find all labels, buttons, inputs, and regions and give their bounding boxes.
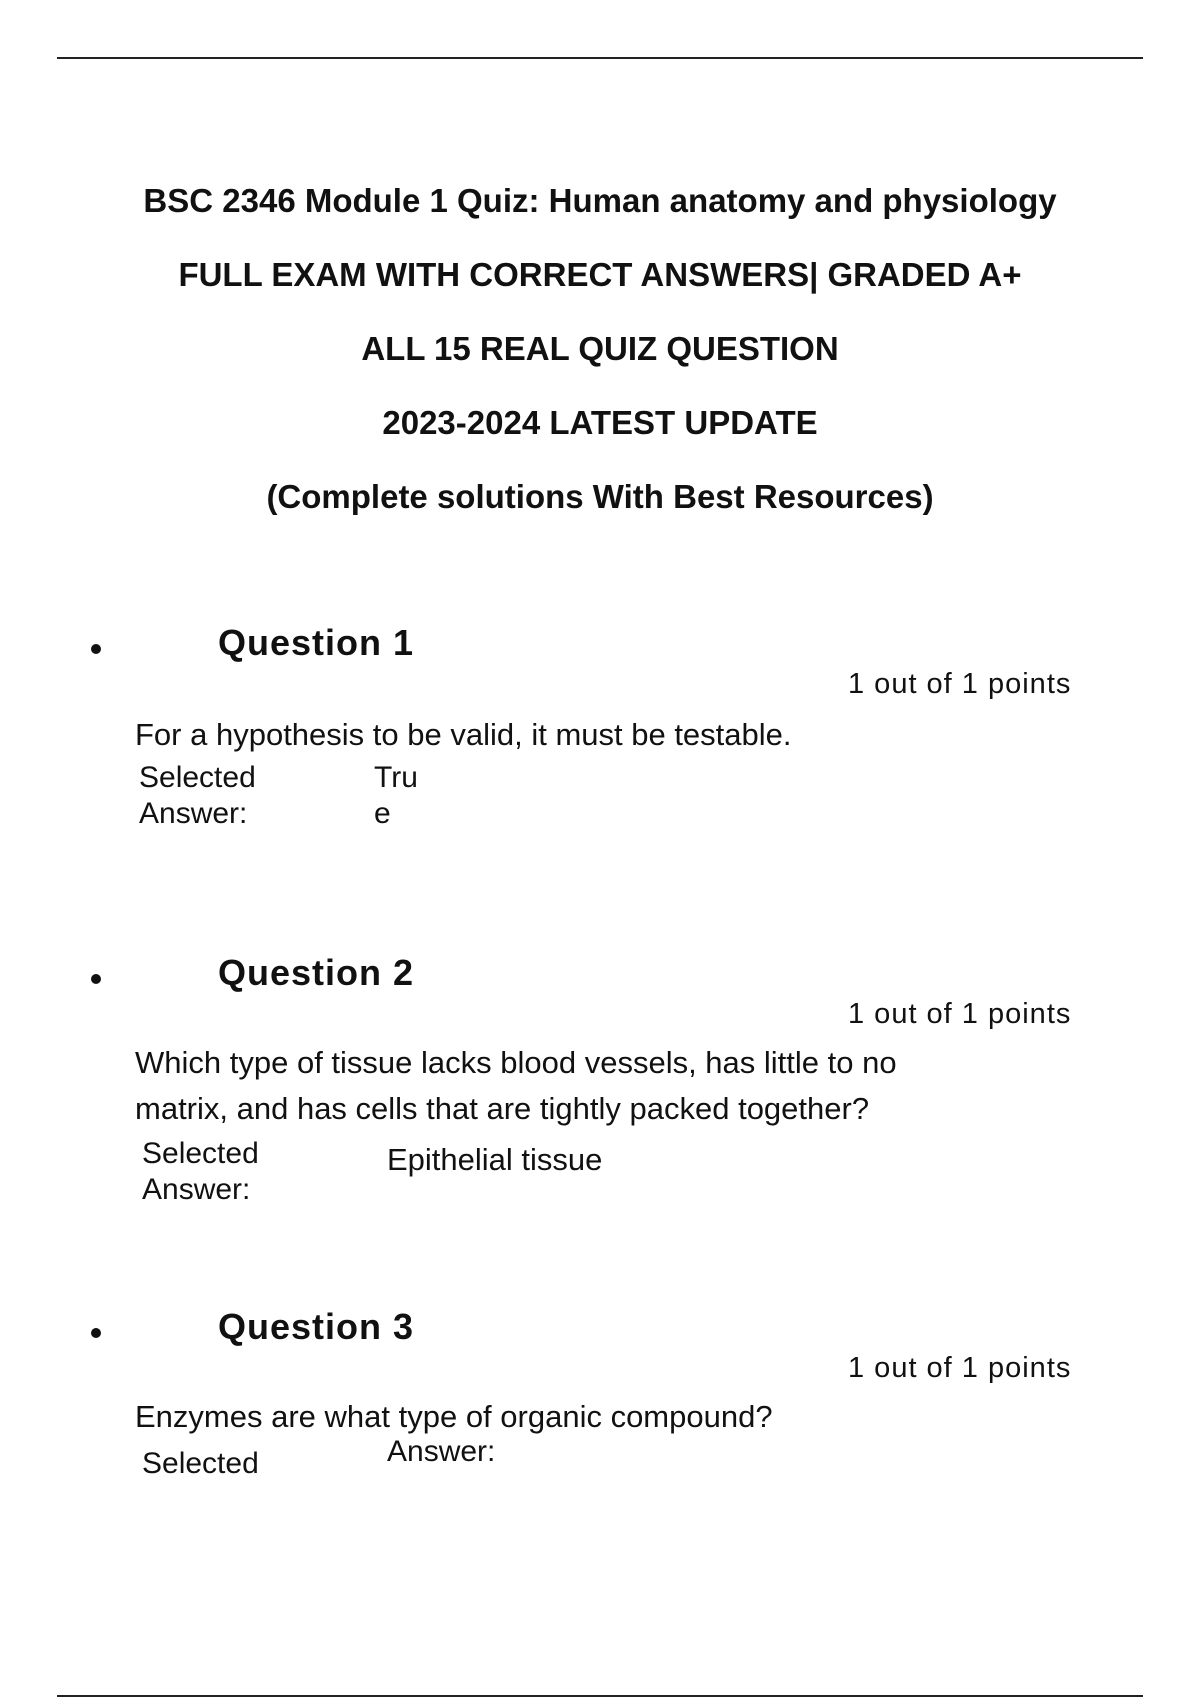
question-text: Which type of tissue lacks blood vessels, has little to no matrix, and has cells that are tightly packed together? [135, 1045, 897, 1126]
document-title-block [0, 178, 1200, 548]
question-points: 1 out of 1 points [848, 998, 1072, 1030]
bullet-icon [91, 974, 101, 984]
selected-answer-label: Selected [142, 1447, 259, 1480]
bottom-rule [57, 1695, 1143, 1697]
selected-answer-value: Epithelial tissue [387, 1142, 603, 1177]
title-line-count: ALL 15 REAL QUIZ QUESTION [361, 330, 839, 367]
question-text: For a hypothesis to be valid, it must be testable. [135, 717, 792, 752]
title-line-subtitle: (Complete solutions With Best Resources) [266, 478, 934, 515]
selected-answer-value: Answer: [387, 1435, 496, 1468]
top-rule [57, 57, 1143, 59]
question-text: Enzymes are what type of organic compound? [135, 1399, 773, 1434]
question-title: Question 1 [218, 622, 415, 663]
title-line-year: 2023-2024 LATEST UPDATE [382, 404, 818, 441]
question-points: 1 out of 1 points [848, 1352, 1072, 1384]
bullet-icon [91, 1328, 101, 1338]
selected-answer-value: True [374, 761, 418, 830]
bullet-icon [91, 644, 101, 654]
title-line-exam: FULL EXAM WITH CORRECT ANSWERS| GRADED A+ [178, 256, 1022, 293]
question-title: Question 2 [218, 952, 415, 993]
title-line-course: BSC 2346 Module 1 Quiz: Human anatomy and physiology [143, 182, 1057, 219]
selected-answer-label: Selected Answer: [142, 1137, 259, 1206]
question-points: 1 out of 1 points [848, 668, 1072, 700]
selected-answer-label: Selected Answer: [139, 761, 256, 830]
question-title: Question 3 [218, 1306, 415, 1347]
